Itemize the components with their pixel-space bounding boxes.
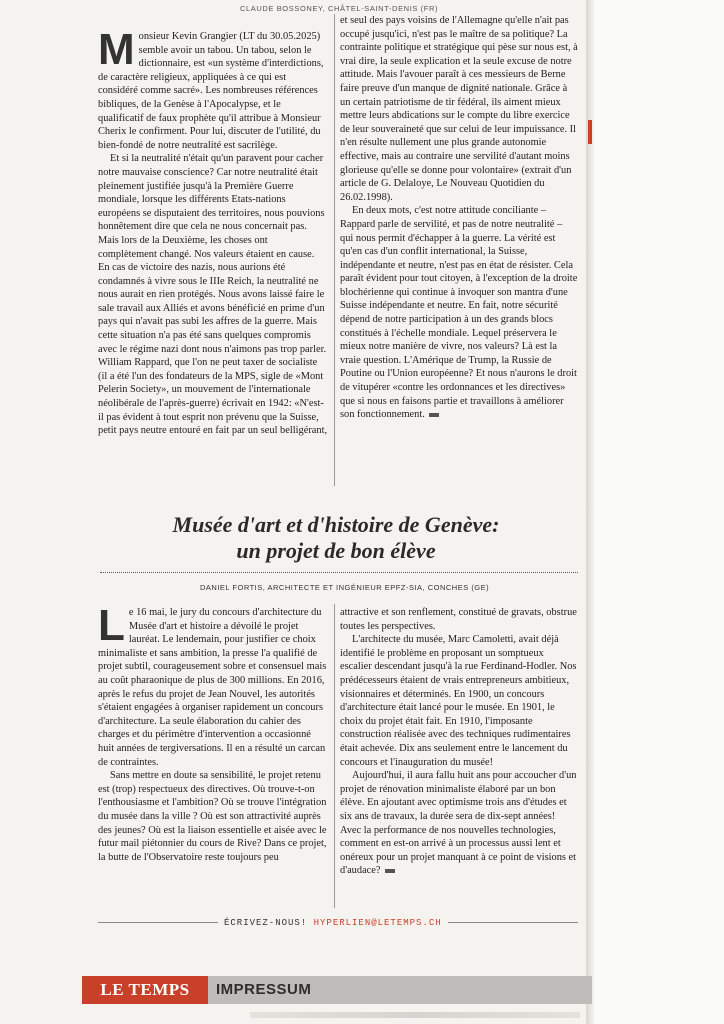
- paragraph: Aujourd'hui, il aura fallu huit ans pour accoucher d'un projet de rénovation minimaliste élaboré par un bon élève. En ajoutant avec optimisme trois ans d'études et six ans de travaux, la durée sera de dix-sept années! Avec la performance de nos nouvelles technologies, comment en est-on arrivé à un processus aussi lent et onéreux pour un projet manquant à ce point de visions et d'audace?: [340, 770, 577, 877]
- dotted-separator: [100, 572, 578, 573]
- end-of-article-mark: [429, 413, 439, 417]
- page-edge-shadow: [586, 0, 594, 1024]
- article-title: [96, 512, 576, 564]
- contact-line: [218, 918, 448, 928]
- letter2-dropcap: L: [98, 601, 125, 650]
- paragraph: e 16 mai, le jury du concours d'architecture du Musée d'art et histoire a dévoilé le projet lauréat. Le lendemain, pour justifier ce choix minimaliste et sans ambition, la presse l'a qualifié de projet subtil, courageusement sobre et consensuel mais au coût pharaonique de plus de 300 millions. En 2016, après le refus du projet de Jean Nouvel, les autorités s'étaient engagées à organiser rapidement un concours d'architecture. La seule élaboration du cahier des charges et du périmètre d'intervention a occasionné huit années de tergiversations. Il en a résulté un carcan de contraintes.: [98, 607, 327, 768]
- paragraph: Et si la neutralité n'était qu'un paravent pour cacher notre mauvaise conscience? Car notre neutralité était pleinement justifiée jusqu'à la Première Guerre mondiale, lorsque les différents Etats-nations européens se disputaient des territoires, nous pouvions honnêtement dire que cela ne nous concernait pas. Mais lors de la Deuxième, les choses ont complètement changé. Nos valeurs étaient en cause. En cas de victoire des nazis, nous aurions été condamnés à vivre sous le IIIe Reich, la neutralité ne nous aurait en rien protégés. Nous avons laissé faire le sale travail aux Alliés et avons bénéficié en prime d'un pays qui n'avait pas subi les affres de la guerre. Mais cette situation n'a pas été sans quelques compromis avec le régime nazi dont nous n'aimons pas trop parler. William Rappard, que l'on ne peut taxer de socialiste (il a été l'un des fondateurs de la MPS, sigle de «Mont Pelerin Society», un mouvement de l'internationale néolibérale de l'après-guerre) écrivait en 1942: «N'est-il pas évident à tout esprit non prévenu que la Suisse, petit pays neutre entouré en fait par un seul belligérant,: [98, 153, 328, 437]
- article-title-line-2: un projet de bon élève: [236, 538, 436, 563]
- column-divider-2: [334, 604, 335, 908]
- column-divider: [334, 14, 335, 486]
- paragraph: En deux mots, c'est notre attitude conciliante – Rappard parle de servilité, et pas de notre neutralité – qui nous permit d'échapper à la guerre. La vérité est qu'en cas d'un conflit international, la Suisse, indépendante et neutre, n'est pas en état de résister. Cela paraît évident pour tout citoyen, à l'exception de la droite blochérienne qui continue à invoquer son mantra d'une Suisse indépendante et neutre. En fait, notre sécurité dépend de notre participation à un des grands blocs constitués à l'échelle mondiale. Lequel préservera le mieux notre manière de vivre, nos valeurs? Là est la vraie question. L'Amérique de Trump, la Russie de Poutine ou l'Union européenne? Et nous n'aurons le droit de vitupérer «contre les ordonnances et les directives» que si nous en faisons partie et travaillons à améliorer son fonctionnement.: [340, 205, 578, 421]
- section-label: IMPRESSUM: [216, 981, 312, 998]
- paragraph: Sans mettre en doute sa sensibilité, le projet retenu est (trop) respectueux des directives. Où trouve-t-on l'enthousiasme et l'ambition? Où se trouve l'intégration du musée dans la ville ? Où est son attractivité auprès des jeunes? Où est la liaison essentielle et aisée avec le futur mail piétonnier du cours de Rive? Dans ce projet, la butte de l'Observatoire reste toujours peu: [98, 770, 327, 863]
- brand-logo: LE TEMPS: [82, 976, 208, 1004]
- letter1-dropcap: M: [98, 25, 135, 74]
- paragraph: et seul des pays voisins de l'Allemagne qu'elle n'ait pas occupé jusqu'ici, n'est pas le maître de sa politique? La contrainte politique et stratégique qui pèse sur nous est, à vrai dire, la seule explication et la seule excuse de notre attitude. Mais l'avouer paraît à ces messieurs de Berne faire preuve d'un manque de dignité nationale. Grâce à un certain patriotisme de tir fédéral, ils aiment mieux mettre leurs abdications sur le compte du libre exercice de leur souveraineté que sur celui de leur impuissance. Il n'en résulte nullement une plus grande autonomie effective, mais au contraire une servilité d'autant moins glorieuse qu'elle se donne pour volontaire» (extrait d'un article de G. Delaloye, Le Nouveau Quotidien du 26.02.1998).: [340, 15, 578, 203]
- paragraph: L'architecte du musée, Marc Camoletti, avait déjà identifié le problème en proposant un somptueux escalier descendant jusqu'à la rue Ferdinand-Hodler. Nos prédécesseurs étaient de vrais entrepreneurs ambitieux, visionnaires et déterminés. En 1900, un concours d'architecture était lancé pour le musée. En 1901, le choix du projet était fait. En 1910, l'imposante construction réalisée avec des techniques rudimentaires était achevée. Dix ans seulement entre le lancement du concours et l'inauguration du musée!: [340, 634, 577, 768]
- faint-footer-text: [250, 1012, 580, 1018]
- letter2-column-1: [98, 601, 328, 864]
- letter2-author: DANIEL FORTIS, ARCHITECTE ET INGÉNIEUR EPFZ-SIA, CONCHES (GE): [200, 583, 490, 592]
- contact-prefix: ÉCRIVEZ-NOUS!: [224, 918, 308, 928]
- letter1-column-2: [340, 14, 578, 422]
- paragraph: attractive et son renflement, constitué de gravats, obstrue toutes les perspectives.: [340, 607, 577, 632]
- red-margin-mark: [588, 120, 592, 144]
- paragraph: onsieur Kevin Grangier (LT du 30.05.2025) semble avoir un tabou. Un tabou, selon le dictionnaire, est «un système d'interdictions, de caractère religieux, appliquées à ce qui est considéré comme sacré». Les nombreuses références bibliques, de la Genèse à l'Apocalypse, et le qualificatif de faux prophète qu'il attribue à Monsieur Cherix le confirment. Pour lui, discuter de l'utilité, du bien-fondé de notre neutralité est sacrilège.: [98, 31, 324, 151]
- letter1-author: CLAUDE BOSSONEY, CHÂTEL-SAINT-DENIS (FR): [240, 4, 439, 13]
- article-title-line-1: Musée d'art et d'histoire de Genève:: [172, 512, 500, 537]
- letter1-column-1: [98, 25, 328, 438]
- scan-background-edge: [592, 0, 724, 1024]
- letter2-column-2: [340, 606, 578, 878]
- contact-email-link[interactable]: HYPERLIEN@LETEMPS.CH: [313, 918, 442, 928]
- end-of-article-mark: [385, 869, 395, 873]
